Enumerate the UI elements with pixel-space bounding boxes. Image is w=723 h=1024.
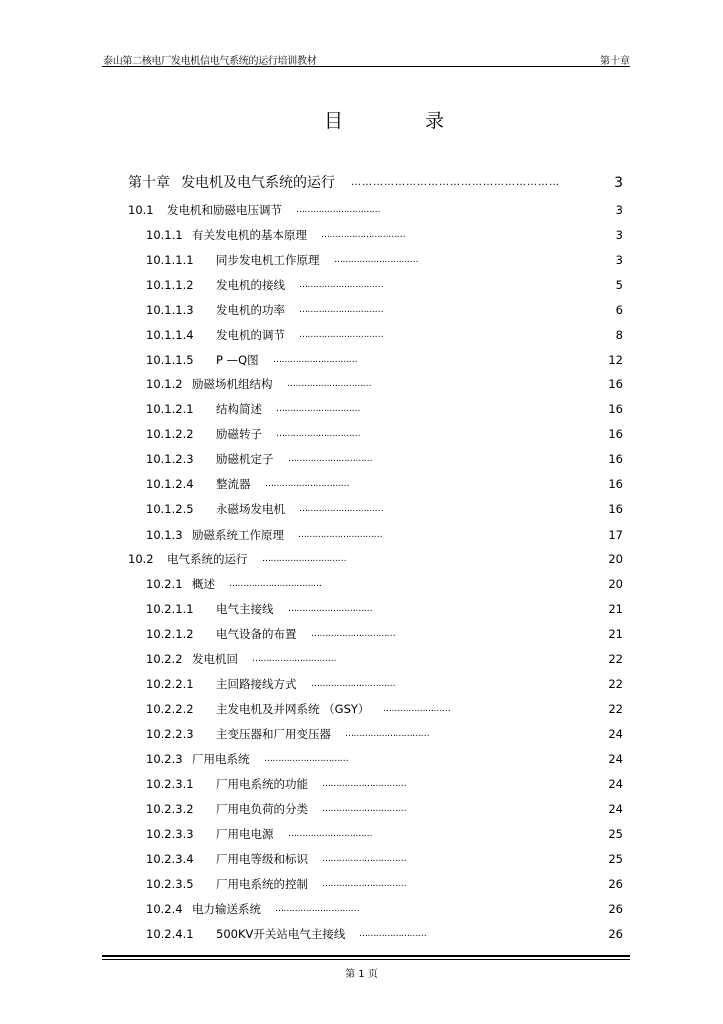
toc-entry[interactable] (0, 676, 723, 692)
toc-entry-leader: ………………………… (296, 205, 381, 215)
toc-entry-number: 10.1.1.5 (146, 353, 194, 367)
toc-entry[interactable] (0, 726, 723, 742)
toc-entry-title: 概述 (192, 577, 215, 591)
page-number: 第 1 页 (345, 969, 378, 980)
toc-entry-title: 主发电机及并网系统 （GSY） (216, 702, 370, 716)
toc-entry-page: 3 (615, 203, 623, 217)
toc-entry-number: 10.1.1.3 (146, 303, 194, 317)
toc-entry-page: 17 (608, 528, 623, 542)
toc-entry-page: 26 (608, 877, 623, 891)
toc-entry-number: 10.1.2.5 (146, 502, 194, 516)
toc-entry-page: 26 (608, 927, 623, 941)
toc-entry-leader: ………………………… (265, 479, 350, 489)
toc-entry-title: 厂用电系统的控制 (216, 877, 308, 891)
toc-entry-number: 10.1.1.2 (146, 278, 194, 292)
toc-entry[interactable] (0, 327, 723, 343)
toc-entry-page: 16 (608, 477, 623, 491)
toc-entry-title: 厂用电系统 (192, 752, 250, 766)
toc-entry-number: 10.2.1 (146, 577, 183, 591)
toc-entry-leader: ………………………… (252, 654, 337, 664)
toc-entry[interactable] (0, 776, 723, 792)
toc-entry-number: 10.2.2.1 (146, 677, 194, 691)
toc-entry-leader: ………………………… (275, 904, 360, 914)
toc-entry[interactable] (0, 651, 723, 667)
toc-entry[interactable] (0, 352, 723, 368)
toc-entry-number: 10.1.3 (146, 528, 183, 542)
toc-entry[interactable] (0, 576, 723, 592)
toc-entry-title: 发电机及电气系统的运行 (181, 175, 335, 191)
toc-entry-number: 10.2.1.1 (146, 602, 194, 616)
toc-entry[interactable] (0, 376, 723, 392)
toc-entry-leader: ………………………… (322, 879, 407, 889)
toc-entry[interactable] (0, 901, 723, 917)
toc-entry-leader: …………………… (383, 704, 451, 714)
toc-entry-page: 21 (608, 627, 623, 641)
toc-entry-number: 10.1.2.1 (146, 402, 194, 416)
toc-entry-title: 主回路接线方式 (216, 677, 297, 691)
toc-entry-title: 发电机的调节 (216, 328, 285, 342)
toc-entry[interactable] (0, 626, 723, 642)
toc-entry-number: 10.2.2 (146, 652, 183, 666)
toc-entry-page: 16 (608, 452, 623, 466)
toc-entry-number: 10.1.1.1 (146, 253, 194, 267)
toc-entry-title: 整流器 (216, 477, 251, 491)
toc-entry[interactable] (0, 252, 723, 268)
toc-entry-page: 16 (608, 502, 623, 516)
toc-entry-leader: ………………………… (322, 804, 407, 814)
toc-entry-page: 24 (608, 802, 623, 816)
toc-entry-page: 3 (615, 228, 623, 242)
toc-entry-title: 主变压器和厂用变压器 (216, 727, 331, 741)
toc-entry-leader: …………………………… (229, 579, 322, 589)
footer-divider-thick (102, 955, 630, 957)
toc-entry-page: 22 (608, 677, 623, 691)
toc-entry-title: 发电机和励磁电压调节 (167, 203, 282, 217)
toc-entry-leader: …………………… (359, 929, 427, 939)
toc-entry[interactable] (0, 701, 723, 717)
toc-entry[interactable] (0, 277, 723, 293)
toc-entry-leader: ………………………… (322, 779, 407, 789)
toc-entry-leader: ………………………… (311, 629, 396, 639)
toc-entry-page: 25 (608, 852, 623, 866)
toc-entry[interactable] (0, 551, 723, 567)
toc-entry-title: 发电机回 (192, 652, 238, 666)
toc-entry-leader: ………………………… (299, 305, 384, 315)
toc-entry-leader: ………………………… (262, 554, 347, 564)
toc-entry-title: 励磁转子 (216, 427, 262, 441)
toc-entry-number: 10.1.2.3 (146, 452, 194, 466)
toc-entry-page: 12 (608, 353, 623, 367)
toc-entry-page: 22 (608, 652, 623, 666)
toc-entry-leader: ………………………… (322, 854, 407, 864)
toc-entry-leader: ………………………… (321, 230, 406, 240)
toc-entry-leader: ………………………… (287, 379, 372, 389)
toc-entry-title: 同步发电机工作原理 (216, 253, 320, 267)
toc-entry-number: 10.2.3.1 (146, 777, 194, 791)
toc-entry-page: 21 (608, 602, 623, 616)
toc-entry-page: 8 (615, 328, 623, 342)
toc-entry-number: 10.1.1.4 (146, 328, 194, 342)
toc-entry-page: 24 (608, 777, 623, 791)
toc-entry-number: 10.2.3.2 (146, 802, 194, 816)
toc-entry[interactable] (0, 476, 723, 492)
toc-entry-page: 16 (608, 402, 623, 416)
toc-entry[interactable] (0, 227, 723, 243)
toc-entry-page: 20 (608, 577, 623, 591)
toc-entry-number: 10.2.3.3 (146, 827, 194, 841)
toc-entry-number: 10.2.1.2 (146, 627, 194, 641)
toc-entry-page: 26 (608, 902, 623, 916)
toc-entry[interactable] (0, 851, 723, 867)
toc-entry-number: 10.1.1 (146, 228, 183, 242)
toc-entry-page: 20 (608, 552, 623, 566)
toc-entry-title: 厂用电电源 (216, 827, 274, 841)
toc-entry-number: 10.1.2.4 (146, 477, 194, 491)
toc-entry-leader: ………………………… (334, 255, 419, 265)
toc-entry-title: 发电机的功率 (216, 303, 285, 317)
toc-entry-leader: ………………………… (288, 454, 373, 464)
title-char-1: 目 (324, 110, 344, 132)
toc-entry-title: 厂用电负荷的分类 (216, 802, 308, 816)
toc-entry[interactable] (0, 801, 723, 817)
toc-entry[interactable] (0, 527, 723, 543)
toc-entry-leader: ………………………… (288, 829, 373, 839)
toc-entry-title: 结构简述 (216, 402, 262, 416)
toc-entry-title: 电气系统的运行 (167, 552, 248, 566)
toc-entry-title: 励磁机定子 (216, 452, 274, 466)
toc-entry-number: 10.2.3.5 (146, 877, 194, 891)
toc-entry-title: 永磁场发电机 (216, 502, 285, 516)
footer-divider-thin (102, 959, 630, 960)
toc-entry-number: 10.2.3 (146, 752, 183, 766)
toc-entry[interactable] (0, 601, 723, 617)
toc-entry[interactable] (0, 926, 723, 942)
toc-entry-page: 16 (608, 377, 623, 391)
toc-entry-title: 发电机的接线 (216, 278, 285, 292)
toc-entry-title: 励磁系统工作原理 (192, 528, 284, 542)
toc-entry-leader: ………………………… (299, 504, 384, 514)
toc-entry-title: P —Q图 (216, 353, 259, 367)
toc-entry-number: 10.2.3.4 (146, 852, 194, 866)
toc-entry-title: 500KV开关站电气主接线 (216, 927, 346, 941)
toc-entry-leader: ………………………… (273, 355, 358, 365)
toc-entry-leader: ………………………… (299, 330, 384, 340)
toc-entry-title: 厂用电等级和标识 (216, 852, 308, 866)
toc-entry-page: 22 (608, 702, 623, 716)
toc-entry[interactable] (0, 302, 723, 318)
toc-entry-title: 电气设备的布置 (216, 627, 297, 641)
toc-entry-title: 电力输送系统 (192, 902, 261, 916)
toc-entry-page: 6 (615, 303, 623, 317)
toc-entry[interactable] (0, 426, 723, 442)
toc-entry-number: 10.2 (128, 552, 154, 566)
toc-entry[interactable] (0, 826, 723, 842)
toc-entry-leader: ………………………… (288, 604, 373, 614)
toc-entry-number: 第十章 (128, 175, 170, 191)
toc-entry-title: 励磁场机组结构 (192, 377, 273, 391)
toc-entry-page: 3 (614, 175, 623, 191)
toc-entry-number: 10.2.4.1 (146, 927, 194, 941)
toc-entry-number: 10.1.2.2 (146, 427, 194, 441)
toc-entry[interactable] (0, 202, 723, 218)
toc-entry-leader: ………………………… (299, 280, 384, 290)
header-chapter: 第十章 (600, 56, 630, 67)
toc-entry[interactable] (0, 401, 723, 417)
header-document-title: 泰山第二核电厂发电机信电气系统的运行培训教材 (103, 56, 317, 67)
toc-entry[interactable] (0, 876, 723, 892)
toc-entry-leader: ………………………………………………… (351, 177, 560, 188)
toc-entry[interactable] (0, 175, 723, 191)
toc-entry-number: 10.2.2.2 (146, 702, 194, 716)
toc-entry-title: 有关发电机的基本原理 (192, 228, 307, 242)
toc-entry-page: 25 (608, 827, 623, 841)
toc-entry[interactable] (0, 501, 723, 517)
toc-entry-number: 10.2.2.3 (146, 727, 194, 741)
toc-entry-leader: ………………………… (345, 729, 430, 739)
toc-entry-title: 厂用电系统的功能 (216, 777, 308, 791)
toc-entry-page: 24 (608, 752, 623, 766)
title-char-2: 录 (425, 110, 445, 132)
toc-entry[interactable] (0, 451, 723, 467)
toc-entry[interactable] (0, 751, 723, 767)
toc-entry-leader: ………………………… (298, 530, 383, 540)
toc-entry-leader: ………………………… (276, 404, 361, 414)
toc-entry-page: 24 (608, 727, 623, 741)
toc-entry-leader: ………………………… (276, 429, 361, 439)
toc-entry-title: 电气主接线 (216, 602, 274, 616)
toc-entry-page: 3 (615, 253, 623, 267)
toc-entry-leader: ………………………… (264, 754, 349, 764)
toc-entry-number: 10.1.2 (146, 377, 183, 391)
toc-entry-number: 10.1 (128, 203, 154, 217)
toc-entry-page: 16 (608, 427, 623, 441)
toc-entry-page: 5 (615, 278, 623, 292)
toc-entry-leader: ………………………… (311, 679, 396, 689)
toc-entry-number: 10.2.4 (146, 902, 183, 916)
